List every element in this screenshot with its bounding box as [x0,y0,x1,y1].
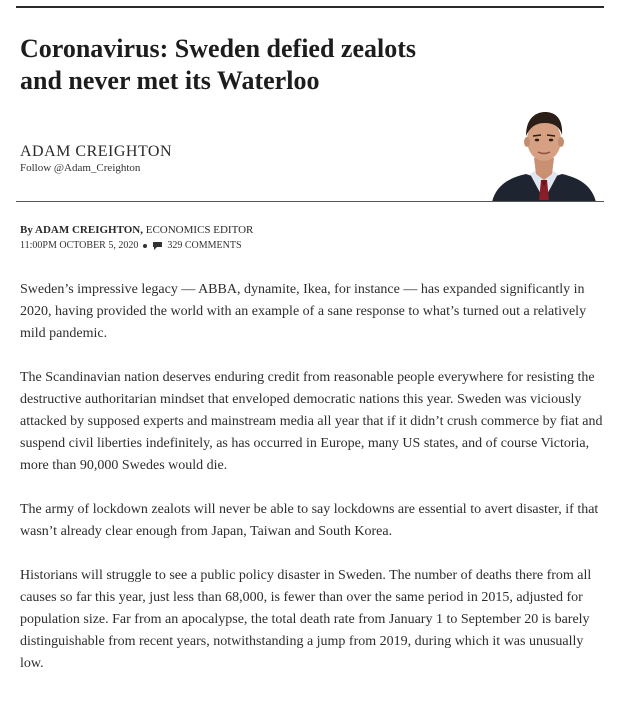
article-meta [20,240,242,251]
speech-bubble-icon [152,241,163,251]
article-paragraph: Historians will struggle to see a public policy disaster in Sweden. The number of deaths there from all causes so far this year, just less than 68,000, is fewer than over the same period in 2015, adjusted for population size. Far from an apocalypse, the total death rate from January 1 to September 20 is barely distinguishable from recent years, notwithstanding a jump from 2019, during which it was unusually low. [20,568,592,671]
article-paragraph: Sweden’s impressive legacy — ABBA, dynamite, Ikea, for instance — has expanded significantly in 2020, having provided the world with an example of a sane response to what’s turned out a relatively mild pandemic. [20,282,587,341]
follow-author-link[interactable]: Follow @Adam_Creighton [20,162,141,174]
comments-link[interactable]: 329 COMMENTS [167,240,242,251]
author-name[interactable]: ADAM CREIGHTON [20,143,173,160]
article-paragraph: The Scandinavian nation deserves enduring credit from reasonable people everywhere for resisting the destructive authoritarian mindset that enveloped democratic nations this year. Sweden was viciously attacked by supposed experts and mainstream media all year that if it didn’t crush commerce by fiat and suspend civil liberties indefinitely, as has occurred in Europe, many US states, and of course Victoria, more than 90,000 Swedes would die. [20,370,603,473]
top-divider [16,6,604,8]
author-photo [490,100,598,202]
header-divider [16,201,604,202]
byline-author[interactable]: ADAM CREIGHTON, [35,224,143,236]
article-body [20,279,606,697]
byline-role: ECONOMICS EDITOR [145,224,254,236]
byline [20,224,253,236]
separator-dot [143,244,147,248]
byline-prefix: By [20,224,33,236]
article-paragraph: The army of lockdown zealots will never be able to say lockdowns are essential to avert disaster, if that wasn’t already clear enough from Japan, Taiwan and South Korea. [20,502,599,539]
article-headline: Coronavirus: Sweden defied zealots and never met its Waterloo [20,34,417,95]
publish-timestamp: 11:00PM OCTOBER 5, 2020 [20,240,139,251]
